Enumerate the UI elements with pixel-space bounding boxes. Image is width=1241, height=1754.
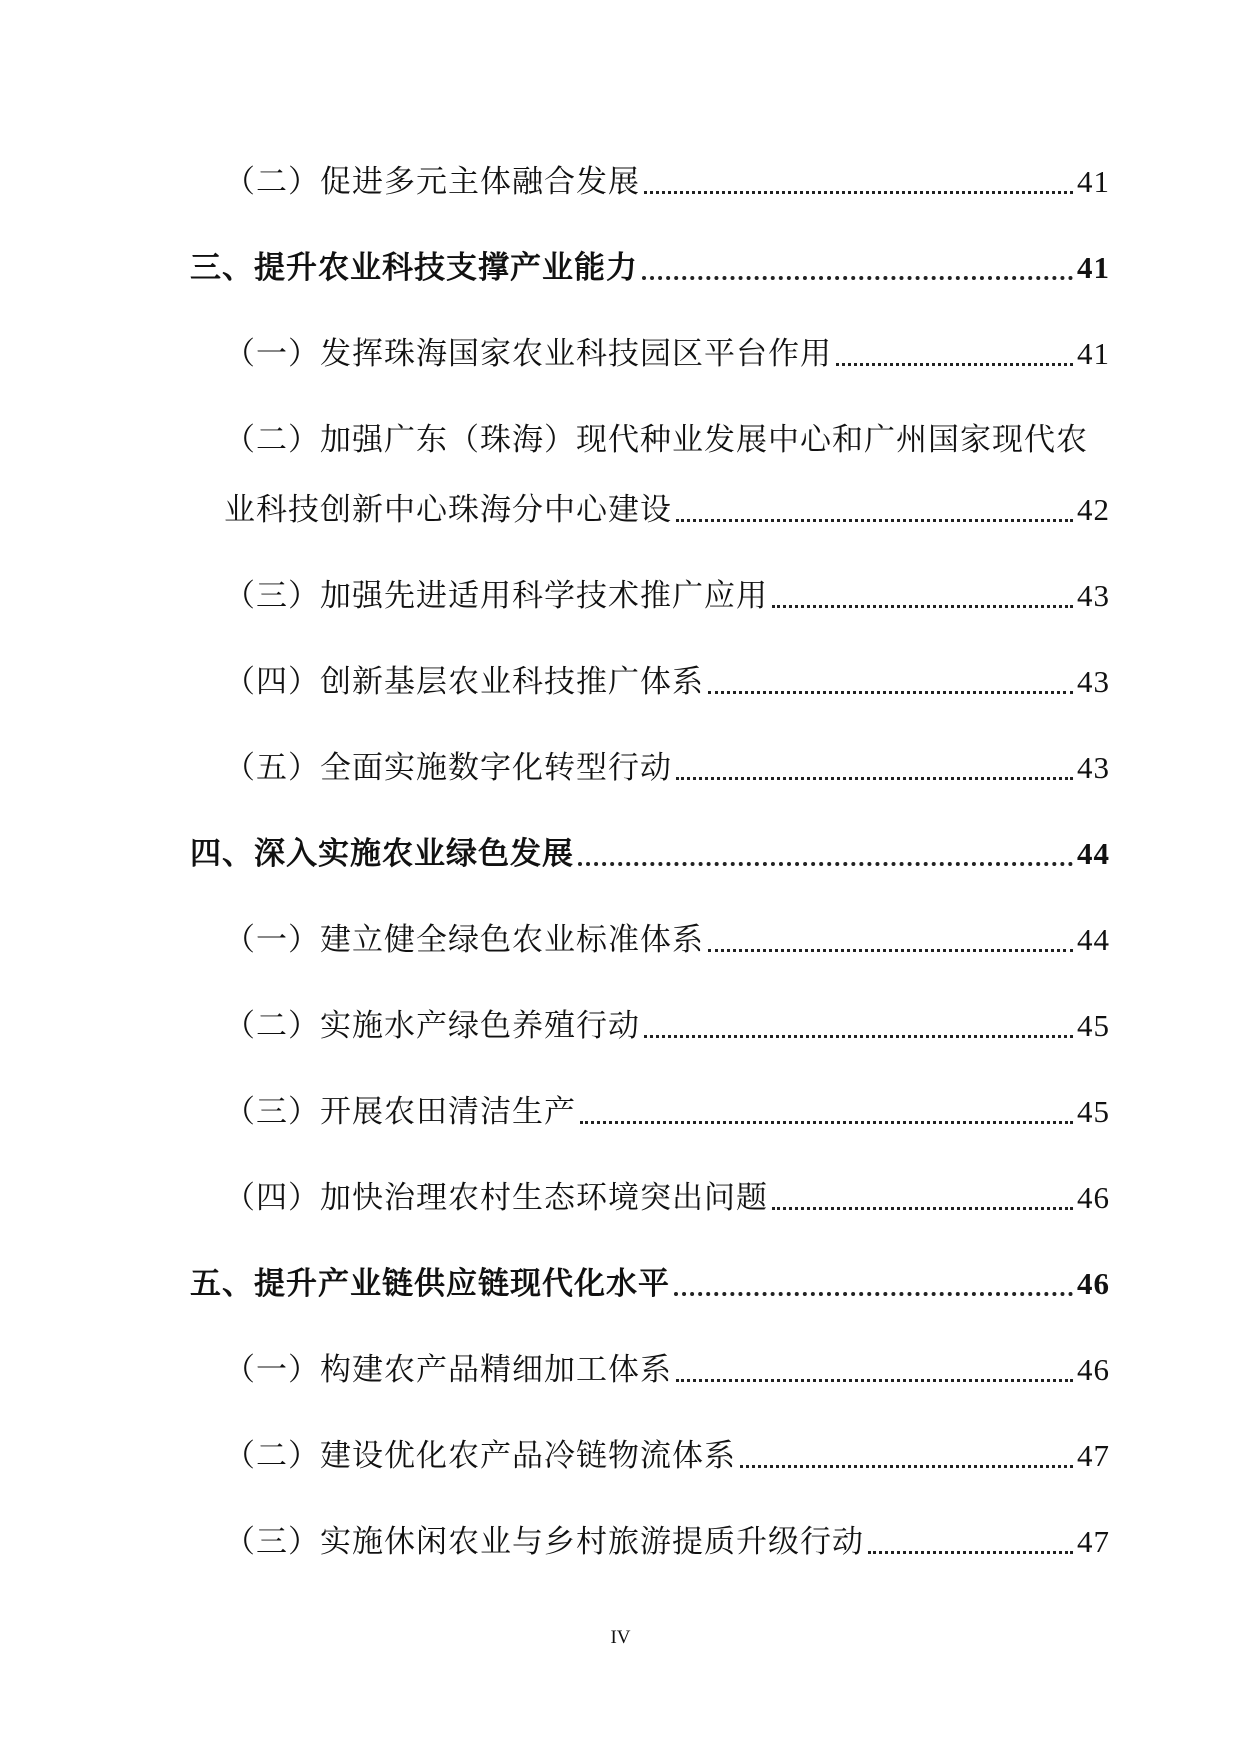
dot-leader bbox=[772, 564, 1073, 628]
toc-entry-title-line1: （二）加强广东（珠海）现代种业发展中心和广州国家现代农 bbox=[224, 422, 1088, 458]
toc-entry[interactable] bbox=[190, 1510, 1110, 1574]
toc-entry-page: 41 bbox=[1077, 336, 1110, 371]
toc-entry-chapter[interactable] bbox=[190, 822, 1110, 886]
toc-entry-chapter[interactable] bbox=[190, 1252, 1110, 1316]
dot-leader bbox=[642, 236, 1073, 300]
dot-leader bbox=[676, 736, 1073, 800]
toc-entry[interactable] bbox=[190, 322, 1110, 386]
toc-entry-title: （二）实施水产绿色养殖行动 bbox=[224, 1008, 640, 1044]
toc-entry-page: 45 bbox=[1077, 1008, 1110, 1043]
toc-entry-title: （一）发挥珠海国家农业科技园区平台作用 bbox=[224, 336, 832, 372]
toc-entry-page: 41 bbox=[1077, 250, 1110, 285]
toc-entry-title: 五、提升产业链供应链现代化水平 bbox=[190, 1266, 670, 1302]
toc-entry-page: 44 bbox=[1077, 922, 1110, 957]
toc-entry-title: （四）创新基层农业科技推广体系 bbox=[224, 664, 704, 700]
dot-leader bbox=[578, 822, 1073, 886]
toc-entry-chapter[interactable] bbox=[190, 236, 1110, 300]
toc-entry-page: 43 bbox=[1077, 578, 1110, 613]
toc-entry-page: 45 bbox=[1077, 1094, 1110, 1129]
page-number: IV bbox=[610, 1627, 631, 1648]
toc-entry-title: 三、提升农业科技支撑产业能力 bbox=[190, 250, 638, 286]
toc-entry[interactable] bbox=[190, 650, 1110, 714]
toc-entry-title: （五）全面实施数字化转型行动 bbox=[224, 750, 672, 786]
dot-leader bbox=[836, 322, 1073, 386]
toc-entry-page: 42 bbox=[1077, 492, 1110, 527]
table-of-contents bbox=[190, 150, 1110, 1574]
dot-leader bbox=[676, 1338, 1073, 1402]
toc-entry-title: （一）构建农产品精细加工体系 bbox=[224, 1352, 672, 1388]
toc-entry-page: 41 bbox=[1077, 164, 1110, 199]
toc-entry-title-line2: 业科技创新中心珠海分中心建设 bbox=[224, 492, 672, 528]
dot-leader bbox=[580, 1080, 1073, 1144]
toc-entry[interactable] bbox=[190, 908, 1110, 972]
toc-entry[interactable] bbox=[190, 150, 1110, 214]
toc-entry[interactable] bbox=[190, 1080, 1110, 1144]
toc-entry-page: 43 bbox=[1077, 664, 1110, 699]
dot-leader bbox=[674, 1252, 1073, 1316]
toc-entry-title: （三）加强先进适用科学技术推广应用 bbox=[224, 578, 768, 614]
toc-entry-title: （二）建设优化农产品冷链物流体系 bbox=[224, 1438, 736, 1474]
dot-leader bbox=[644, 994, 1073, 1058]
dot-leader bbox=[644, 150, 1073, 214]
toc-entry[interactable] bbox=[190, 1166, 1110, 1230]
toc-entry-title: （一）建立健全绿色农业标准体系 bbox=[224, 922, 704, 958]
toc-entry-page: 43 bbox=[1077, 750, 1110, 785]
toc-entry-page: 44 bbox=[1077, 836, 1110, 871]
toc-entry[interactable] bbox=[190, 736, 1110, 800]
toc-entry-page: 46 bbox=[1077, 1266, 1110, 1301]
toc-entry[interactable] bbox=[190, 408, 1110, 542]
toc-entry-page: 46 bbox=[1077, 1180, 1110, 1215]
toc-entry[interactable] bbox=[190, 994, 1110, 1058]
toc-entry-title: （四）加快治理农村生态环境突出问题 bbox=[224, 1180, 768, 1216]
dot-leader bbox=[708, 908, 1073, 972]
dot-leader bbox=[676, 478, 1073, 542]
toc-entry-page: 47 bbox=[1077, 1438, 1110, 1473]
toc-entry-title: 四、深入实施农业绿色发展 bbox=[190, 836, 574, 872]
toc-entry-title: （三）实施休闲农业与乡村旅游提质升级行动 bbox=[224, 1524, 864, 1560]
dot-leader bbox=[740, 1424, 1073, 1488]
toc-entry-page: 46 bbox=[1077, 1352, 1110, 1387]
dot-leader bbox=[772, 1166, 1073, 1230]
dot-leader bbox=[708, 650, 1073, 714]
toc-entry-title: （三）开展农田清洁生产 bbox=[224, 1094, 576, 1130]
toc-entry[interactable] bbox=[190, 1424, 1110, 1488]
toc-entry[interactable] bbox=[190, 1338, 1110, 1402]
dot-leader bbox=[868, 1510, 1073, 1574]
toc-entry-title: （二）促进多元主体融合发展 bbox=[224, 164, 640, 200]
toc-entry-page: 47 bbox=[1077, 1524, 1110, 1559]
toc-entry[interactable] bbox=[190, 564, 1110, 628]
